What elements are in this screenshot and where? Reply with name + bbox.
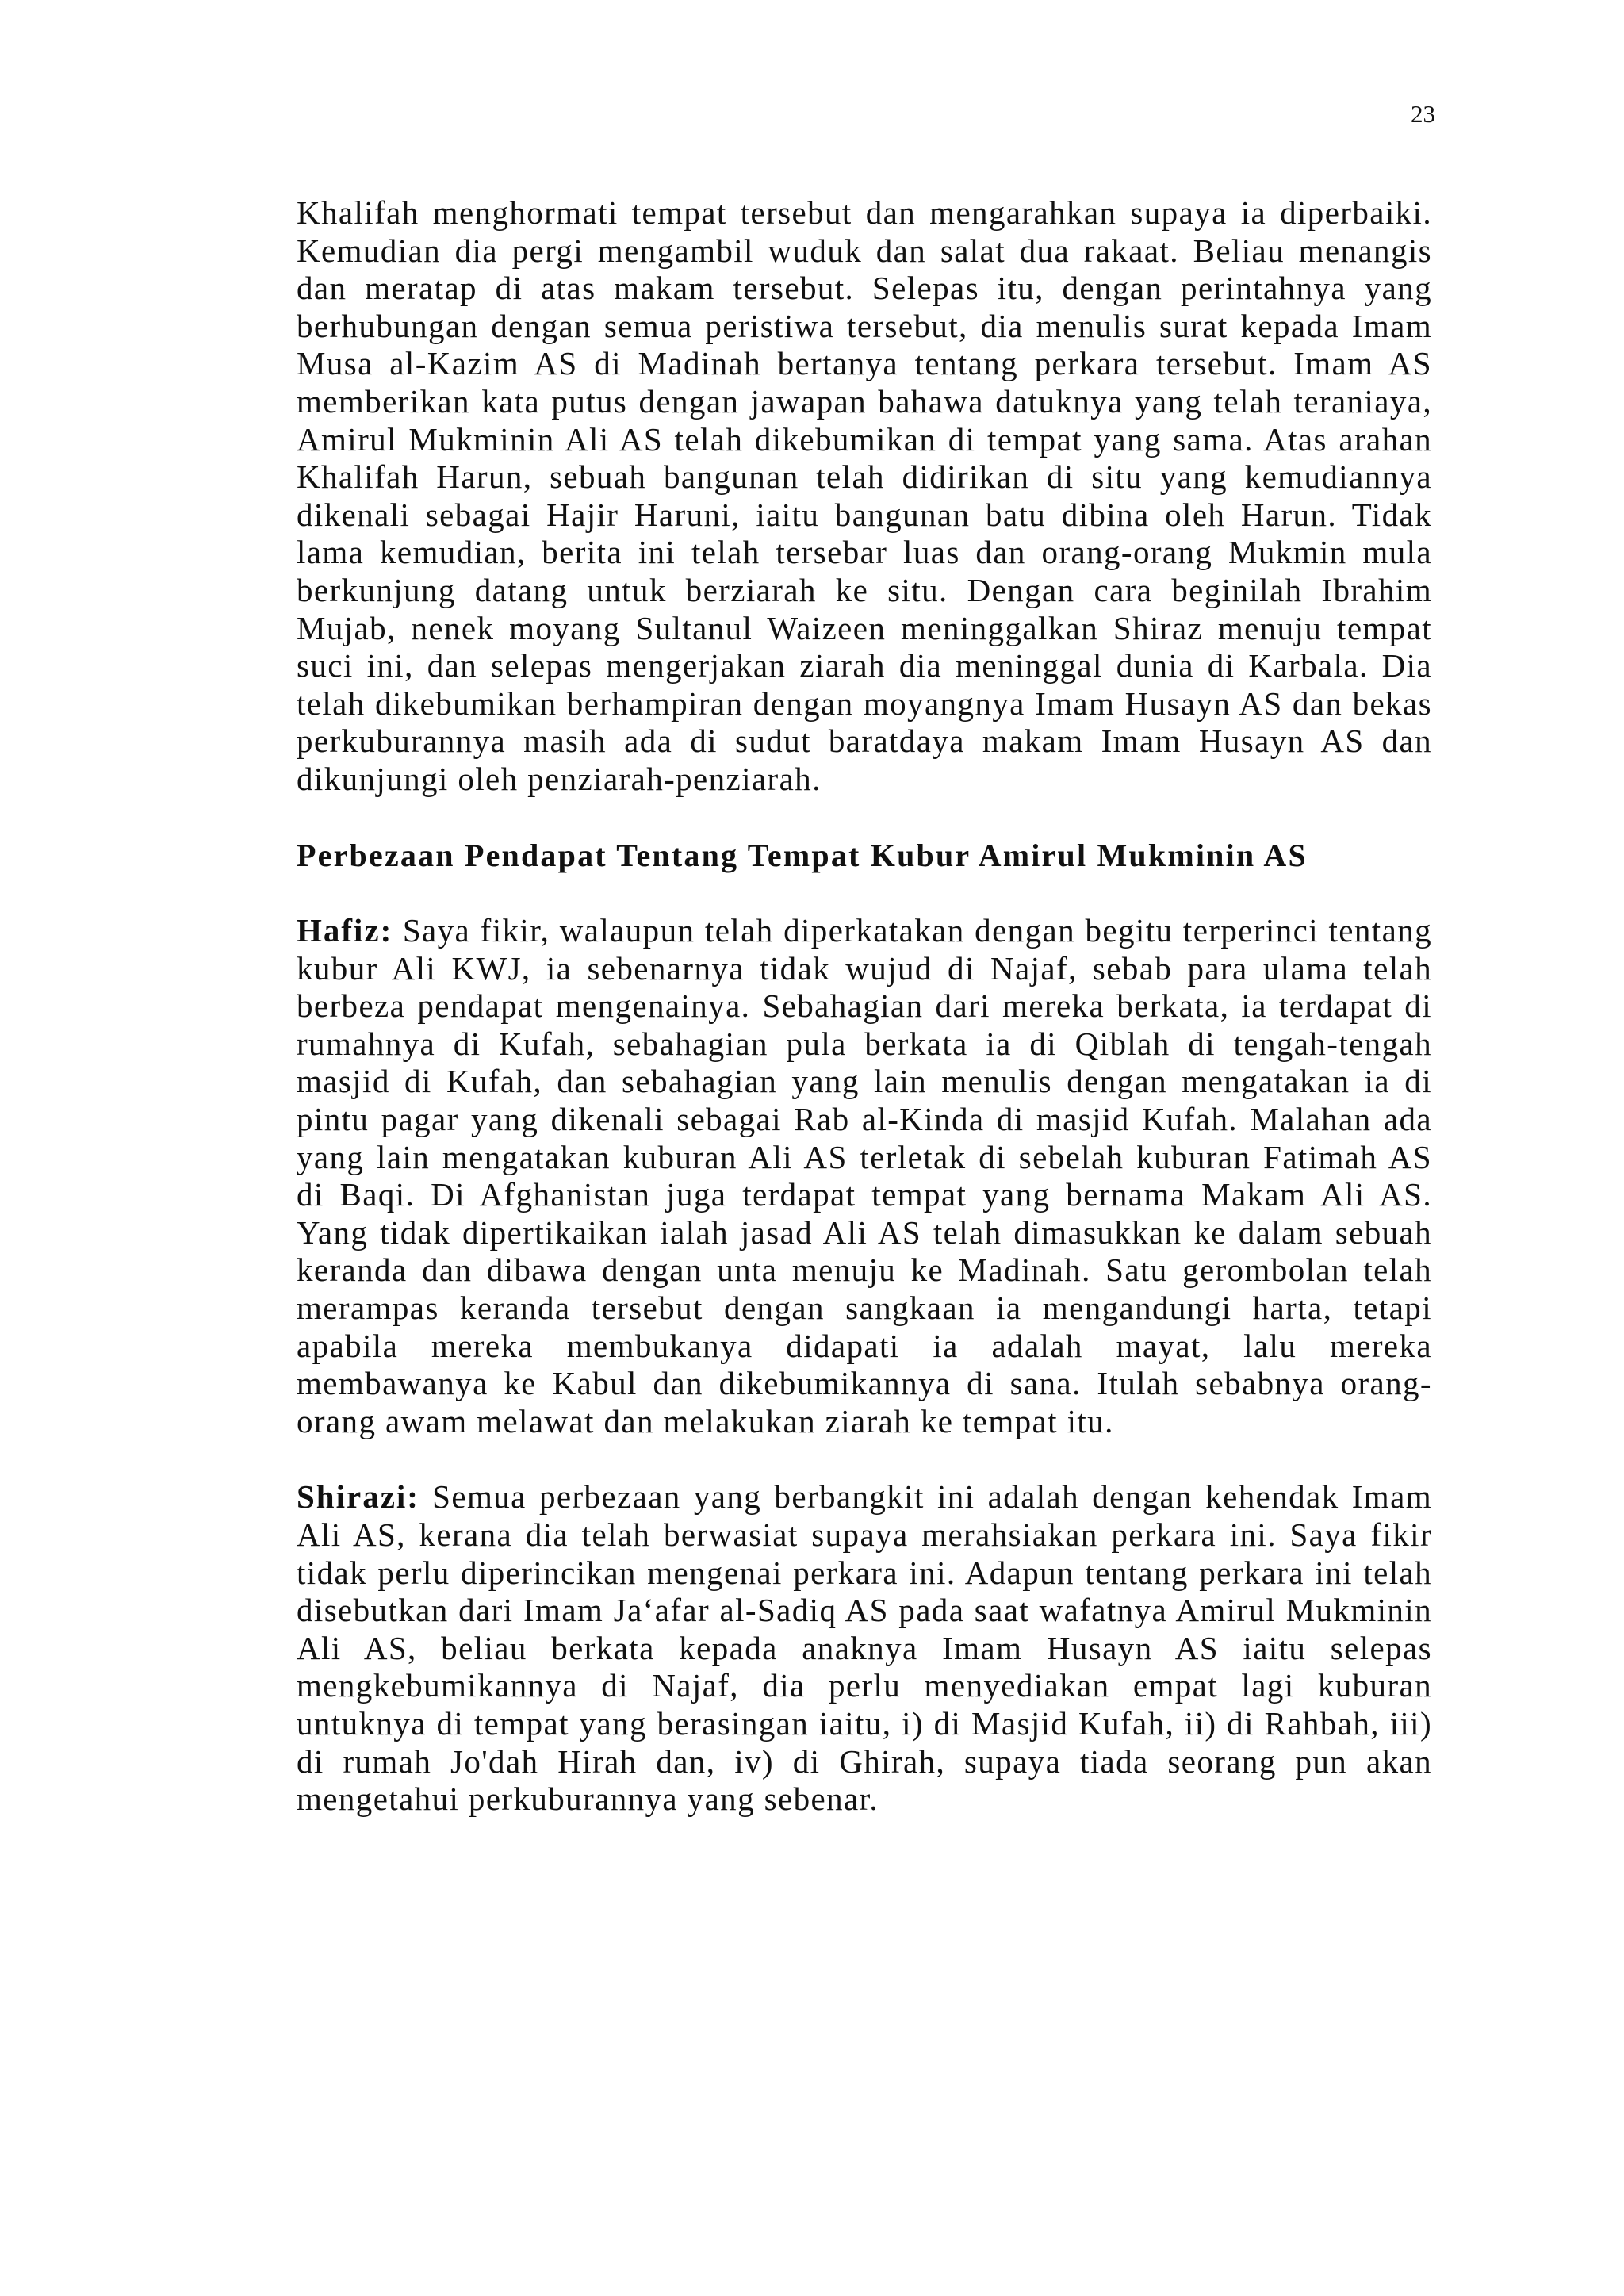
speaker-shirazi: Shirazi: [297,1478,419,1516]
speaker-hafiz: Hafiz: [297,912,393,949]
paragraph-gap [297,1440,1432,1478]
section-heading: Perbezaan Pendapat Tentang Tempat Kubur Amirul Mukminin AS [297,837,1308,873]
paragraph-shirazi [297,1478,1432,1818]
page-body [297,194,1432,1819]
paragraph-khalifah: Khalifah menghormati tempat tersebut dan mengarahkan supaya ia diperbaiki. Kemudian dia pergi mengambil wuduk dan salat dua rakaat. Beliau menangis dan meratap di atas makam tersebut. Selepas itu, dengan perintahnya yang berhubungan dengan semua peristiwa tersebut, dia menulis surat kepada Imam Musa al-Kazim AS di Madinah bertanya tentang perkara tersebut. Imam AS memberikan kata putus dengan jawapan bahawa datuknya yang telah teraniaya, Amirul Mukminin Ali AS telah dikebumikan di tempat yang sama. Atas arahan Khalifah Harun, sebuah bangunan telah didirikan di situ yang kemudiannya dikenali sebagai Hajir Haruni, iaitu bangunan batu dibina oleh Harun. Tidak lama kemudian, berita ini telah tersebar luas dan orang-orang Mukmin mula berkunjung datang untuk berziarah ke situ. Dengan cara beginilah Ibrahim Mujab, nenek moyang Sultanul Waizeen meninggalkan Shiraz menuju tempat suci ini, dan selepas mengerjakan ziarah dia meninggal dunia di Karbala. Dia telah dikebumikan berhampiran dengan moyangnya Imam Husayn AS dan bekas perkuburannya masih ada di sudut baratdaya makam Imam Husayn AS dan dikunjungi oleh penziarah-penziarah. [297,194,1432,797]
paragraph-hafiz-text: Saya fikir, walaupun telah diperkatakan dengan begitu terperinci tentang kubur Ali KWJ, ia sebenarnya tidak wujud di Najaf, sebab para ulama telah berbeza pendapat mengenainya. Sebahagian dari mereka berkata, ia terdapat di rumahnya di Kufah, sebahagian pula berkata ia di Qiblah di tengah-tengah masjid di Kufah, dan sebahagian yang lain menulis dengan mengatakan ia di pintu pagar yang dikenali sebagai Rab al-Kinda di masjid Kufah. Malahan ada yang lain mengatakan kuburan Ali AS terletak di sebelah kuburan Fatimah AS di Baqi. Di Afghanistan juga terdapat tempat yang bernama Makam Ali AS. Yang tidak dipertikaikan ialah jasad Ali AS telah dimasukkan ke dalam sebuah keranda dan dibawa dengan unta menuju ke Madinah. Satu gerombolan telah merampas keranda tersebut dengan sangkaan ia mengandungi harta, tetapi apabila mereka membukanya didapati ia adalah mayat, lalu mereka membawanya ke Kabul dan dikebumikannya di sana. Itulah sebabnya orang-orang awam melawat dan melakukan ziarah ke tempat itu. [297,912,1432,1439]
page-number: 23 [1411,100,1435,128]
paragraph-shirazi-text: Semua perbezaan yang berbangkit ini adalah dengan kehendak Imam Ali AS, kerana dia telah berwasiat supaya merahsiakan perkara ini. Saya fikir tidak perlu diperincikan mengenai perkara ini. Adapun tentang perkara ini telah disebutkan dari Imam Ja‘afar al-Sadiq AS pada saat wafatnya Amirul Mukminin Ali AS, beliau berkata kepada anaknya Imam Husayn AS iaitu selepas mengkebumikannya di Najaf, dia perlu menyediakan empat lagi kuburan untuknya di tempat yang berasingan iaitu, i) di Masjid Kufah, ii) di Rahbah, iii) di rumah Jo'dah Hirah dan, iv) di Ghirah, supaya tiada seorang pun akan mengetahui perkuburannya yang sebenar. [297,1478,1432,1818]
paragraph-gap [297,799,1432,837]
paragraph-hafiz [297,912,1432,1440]
paragraph-gap [297,874,1432,912]
